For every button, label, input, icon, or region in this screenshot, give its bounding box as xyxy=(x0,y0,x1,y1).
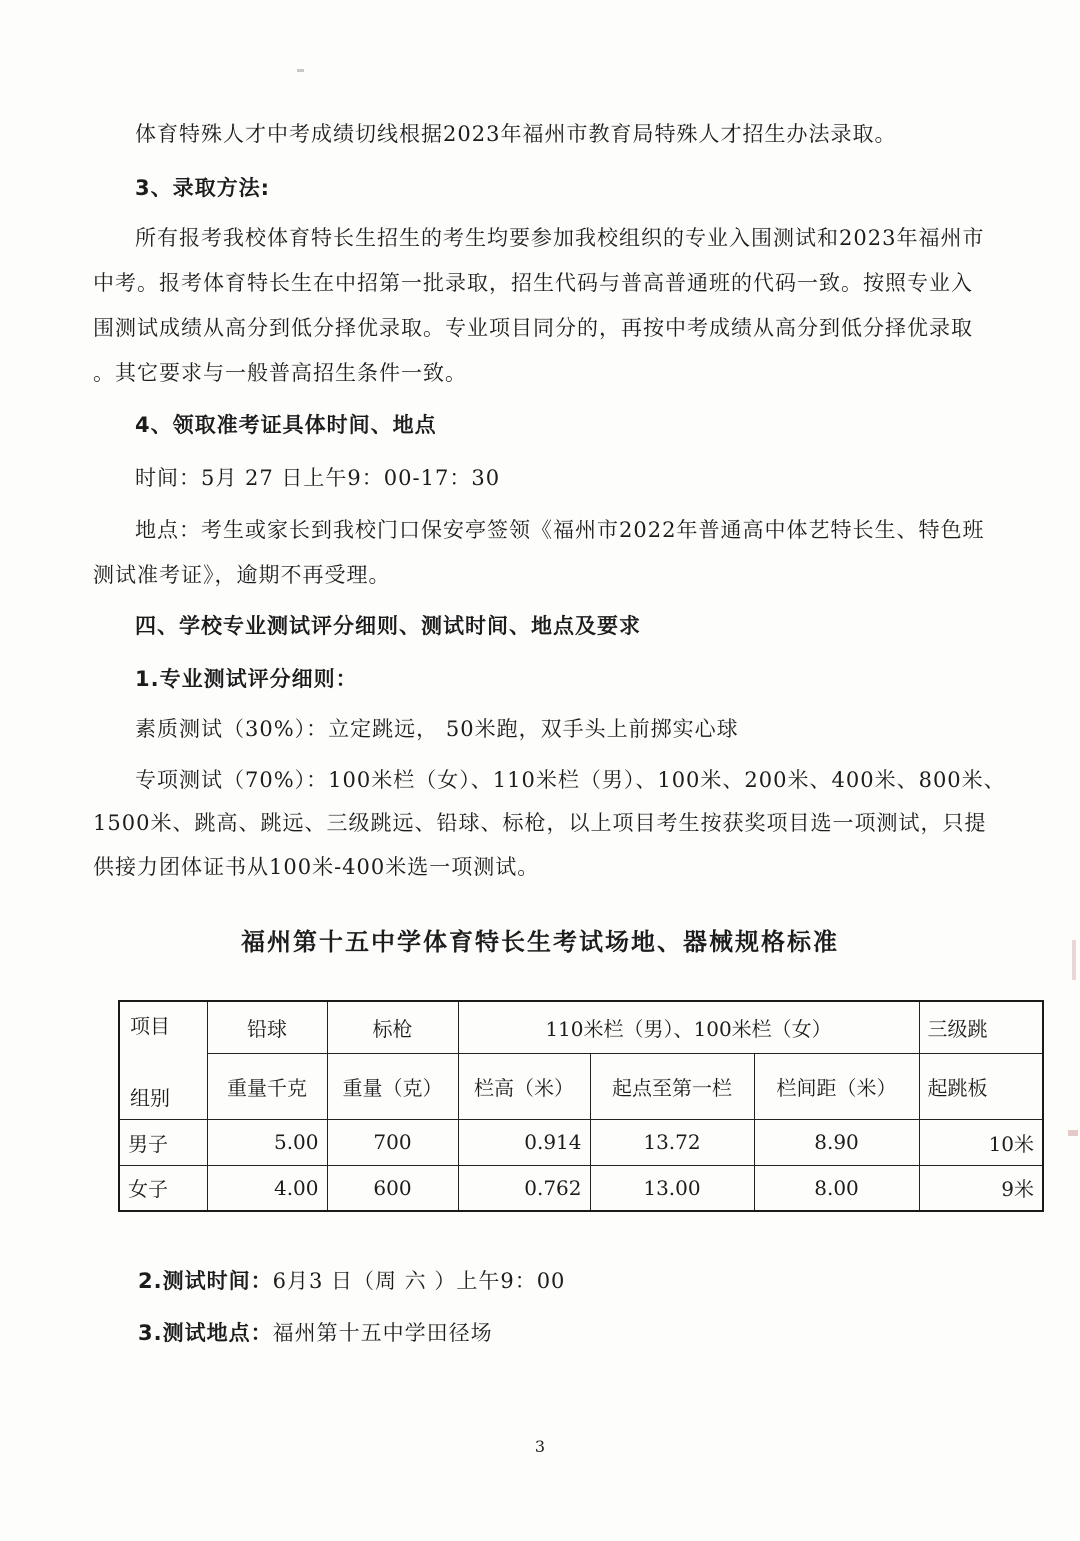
subheader-hurdle-height: 栏高（米） xyxy=(458,1053,590,1119)
subheader-hurdle-spacing: 栏间距（米） xyxy=(754,1053,919,1119)
header-triple-jump: 三级跳 xyxy=(919,1001,1043,1053)
cell-board: 10米 xyxy=(919,1119,1043,1165)
subheader-shot-weight: 重量千克 xyxy=(207,1053,327,1119)
table-header-row xyxy=(119,1001,1043,1053)
test-place-value: 福州第十五中学田径场 xyxy=(272,1321,493,1345)
cell-shot: 4.00 xyxy=(207,1165,327,1211)
corner-cell xyxy=(119,1001,207,1119)
paragraph-admission-line-1: 所有报考我校体育特长生招生的考生均要参加我校组织的专业入围测试和2023年福州市 xyxy=(135,226,985,250)
equipment-spec-table xyxy=(118,1000,1044,1212)
test-time-label: 2.测试时间： xyxy=(138,1269,273,1293)
paragraph-admission-line-3: 围测试成绩从高分到低分择优录取。专业项目同分的，再按中考成绩从高分到低分择优录取 xyxy=(93,316,973,340)
table-title: 福州第十五中学体育特长生考试场地、器械规格标准 xyxy=(241,928,839,956)
quality-test-line: 素质测试（30%）：立定跳远， 50米跑，双手头上前掷实心球 xyxy=(135,717,739,741)
scan-speck xyxy=(1068,1130,1078,1136)
test-place-label: 3.测试地点： xyxy=(138,1321,273,1345)
cell-spacing: 8.00 xyxy=(754,1165,919,1211)
row-group: 男子 xyxy=(119,1119,207,1165)
row-group: 女子 xyxy=(119,1165,207,1211)
scan-speck xyxy=(297,69,304,72)
cell-start: 13.00 xyxy=(590,1165,754,1211)
scoring-rules-heading: 1.专业测试评分细则： xyxy=(135,667,358,691)
cell-board: 9米 xyxy=(919,1165,1043,1211)
ticket-time: 时间：5月 27 日上午9：00-17：30 xyxy=(135,466,501,490)
ticket-place-line-2: 测试准考证》，逾期不再受理。 xyxy=(93,563,391,587)
page-number: 3 xyxy=(534,1437,546,1456)
subheader-javelin-weight: 重量（克） xyxy=(327,1053,458,1119)
cell-javelin: 700 xyxy=(327,1119,458,1165)
table-row xyxy=(119,1119,1043,1165)
table-subheader-row xyxy=(119,1053,1043,1119)
cell-javelin: 600 xyxy=(327,1165,458,1211)
ticket-place-line-1: 地点：考生或家长到我校门口保安亭签领《福州市2022年普通高中体艺特长生、特色班 xyxy=(135,518,985,542)
section-four-heading: 四、学校专业测试评分细则、测试时间、地点及要求 xyxy=(135,614,641,638)
table-row xyxy=(119,1165,1043,1211)
cell-height: 0.914 xyxy=(458,1119,590,1165)
paragraph-admission-line-4: 。其它要求与一般普高招生条件一致。 xyxy=(93,361,467,385)
cell-start: 13.72 xyxy=(590,1119,754,1165)
special-test-line-3: 供接力团体证书从100米-400米选一项测试。 xyxy=(93,855,540,879)
cell-height: 0.762 xyxy=(458,1165,590,1211)
corner-group-label: 组别 xyxy=(130,1085,170,1110)
heading-admission-method: 3、录取方法: xyxy=(135,176,271,200)
corner-item-label: 项目 xyxy=(130,1014,170,1038)
test-time-line xyxy=(138,1269,565,1293)
test-time-value: 6月3 日（周 六 ）上午9：00 xyxy=(272,1269,566,1293)
header-shot: 铅球 xyxy=(207,1001,327,1053)
cell-shot: 5.00 xyxy=(207,1119,327,1165)
test-place-line xyxy=(138,1321,493,1345)
cell-spacing: 8.90 xyxy=(754,1119,919,1165)
special-test-line-1: 专项测试（70%）：100米栏（女）、110米栏（男）、100米、200米、400米、800米、 xyxy=(135,768,1006,792)
special-test-line-2: 1500米、跳高、跳远、三级跳远、铅球、标枪，以上项目考生按获奖项目选一项测试，只提 xyxy=(93,811,987,835)
header-hurdles: 110米栏（男）、100米栏（女） xyxy=(458,1001,919,1053)
header-javelin: 标枪 xyxy=(327,1001,458,1053)
heading-admission-ticket: 4、领取准考证具体时间、地点 xyxy=(135,413,437,437)
paragraph-cutoff-line: 体育特殊人才中考成绩切线根据2023年福州市教育局特殊人才招生办法录取。 xyxy=(135,122,897,146)
subheader-takeoff-board: 起跳板 xyxy=(919,1053,1043,1119)
paragraph-admission-line-2: 中考。报考体育特长生在中招第一批录取，招生代码与普高普通班的代码一致。按照专业入 xyxy=(93,271,973,295)
subheader-start-to-first: 起点至第一栏 xyxy=(590,1053,754,1119)
